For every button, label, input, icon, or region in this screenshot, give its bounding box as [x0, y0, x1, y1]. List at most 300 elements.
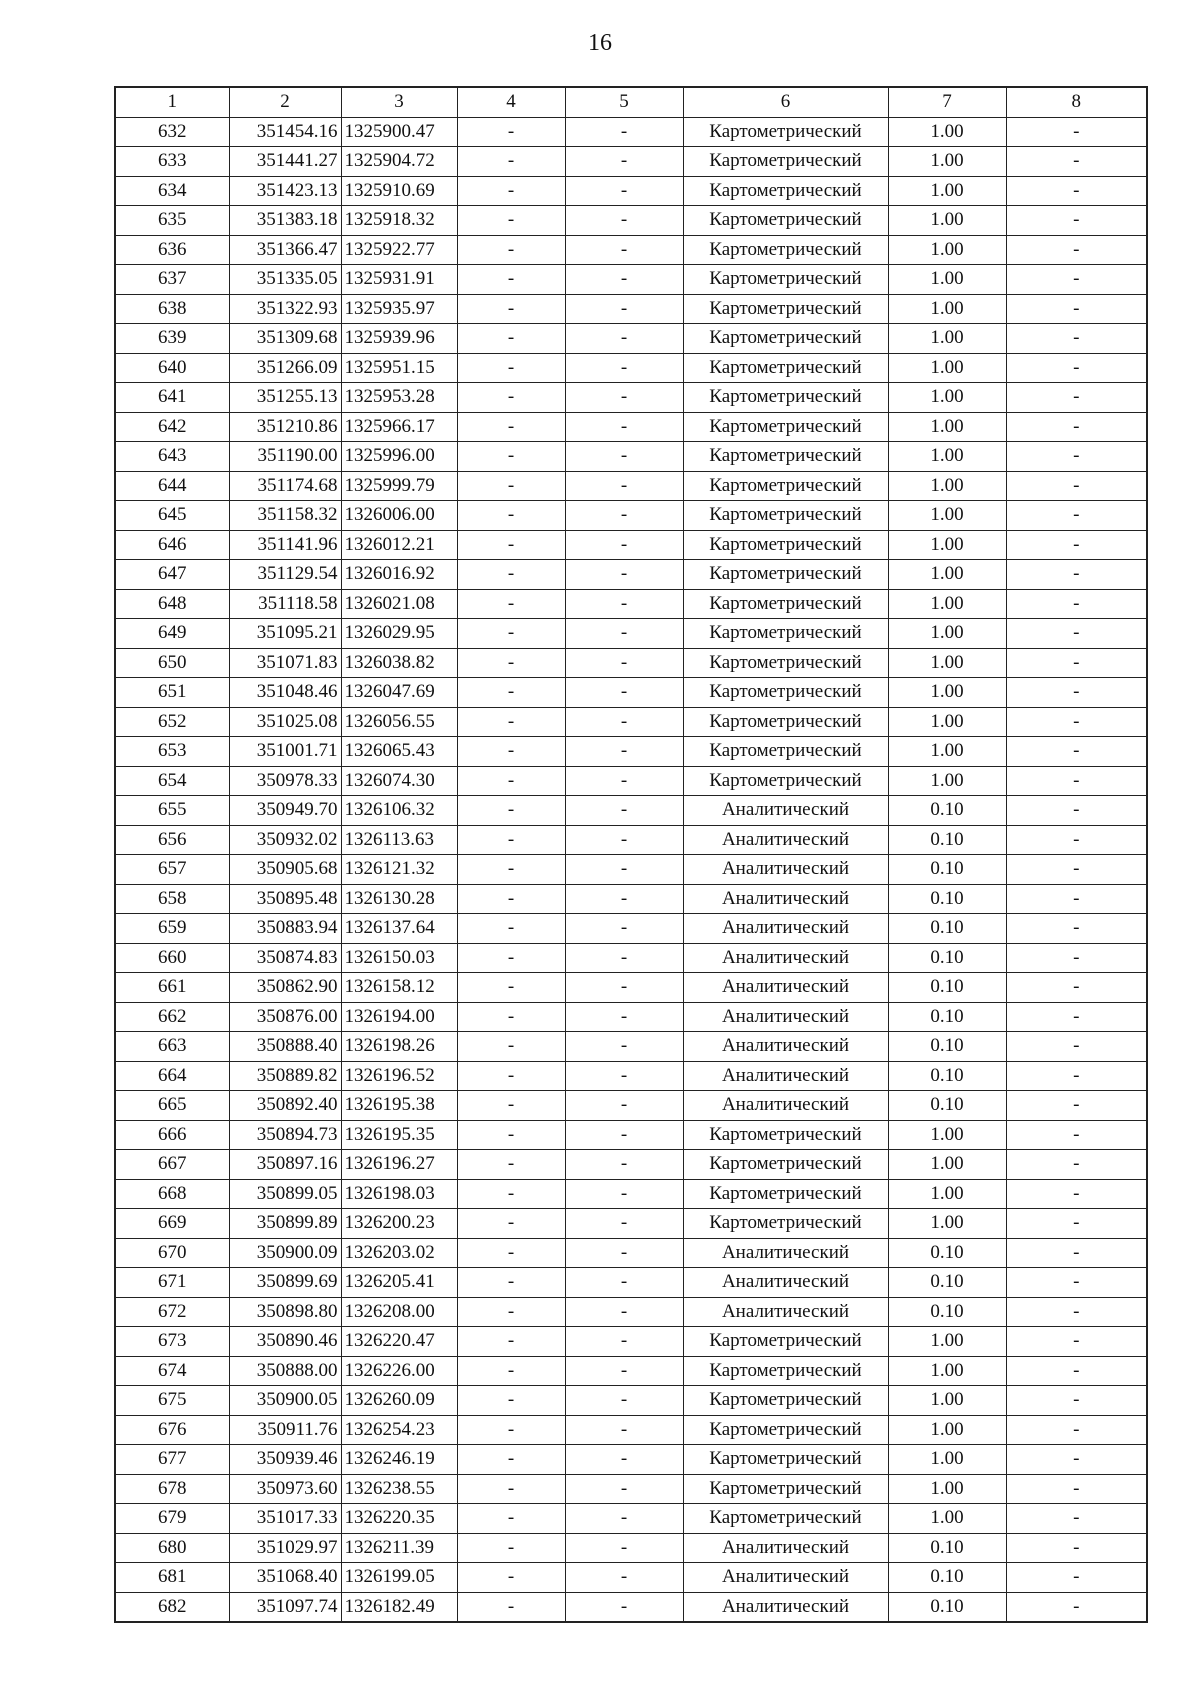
accuracy-cell: 1.00	[888, 707, 1006, 737]
point-number-cell: 633	[115, 147, 229, 177]
page-number: 16	[588, 30, 612, 56]
col-8-cell: -	[1006, 707, 1147, 737]
y-coordinate-cell: 1326006.00	[341, 501, 457, 531]
col-4-cell: -	[457, 206, 565, 236]
x-coordinate-cell: 351383.18	[229, 206, 341, 236]
y-coordinate-cell: 1325999.79	[341, 471, 457, 501]
point-number-cell: 679	[115, 1504, 229, 1534]
table-row	[115, 1120, 1147, 1150]
point-number-cell: 643	[115, 442, 229, 472]
col-4-cell: -	[457, 147, 565, 177]
column-header-5: 5	[565, 87, 683, 117]
table-row	[115, 471, 1147, 501]
method-cell: Картометрический	[683, 1179, 888, 1209]
col-5-cell: -	[565, 117, 683, 147]
col-5-cell: -	[565, 619, 683, 649]
x-coordinate-cell: 351001.71	[229, 737, 341, 767]
col-4-cell: -	[457, 324, 565, 354]
y-coordinate-cell: 1326205.41	[341, 1268, 457, 1298]
method-cell: Картометрический	[683, 1445, 888, 1475]
col-4-cell: -	[457, 294, 565, 324]
accuracy-cell: 1.00	[888, 265, 1006, 295]
y-coordinate-cell: 1325922.77	[341, 235, 457, 265]
accuracy-cell: 1.00	[888, 766, 1006, 796]
point-number-cell: 658	[115, 884, 229, 914]
point-number-cell: 650	[115, 648, 229, 678]
method-cell: Аналитический	[683, 1238, 888, 1268]
point-number-cell: 668	[115, 1179, 229, 1209]
x-coordinate-cell: 351366.47	[229, 235, 341, 265]
col-8-cell: -	[1006, 1091, 1147, 1121]
y-coordinate-cell: 1326246.19	[341, 1445, 457, 1475]
point-number-cell: 667	[115, 1150, 229, 1180]
x-coordinate-cell: 351190.00	[229, 442, 341, 472]
col-4-cell: -	[457, 796, 565, 826]
point-number-cell: 655	[115, 796, 229, 826]
x-coordinate-cell: 350888.00	[229, 1356, 341, 1386]
col-5-cell: -	[565, 1150, 683, 1180]
col-8-cell: -	[1006, 1592, 1147, 1622]
table-row	[115, 1386, 1147, 1416]
y-coordinate-cell: 1325910.69	[341, 176, 457, 206]
table-row	[115, 353, 1147, 383]
col-8-cell: -	[1006, 766, 1147, 796]
accuracy-cell: 1.00	[888, 1445, 1006, 1475]
point-number-cell: 674	[115, 1356, 229, 1386]
point-number-cell: 657	[115, 855, 229, 885]
col-5-cell: -	[565, 471, 683, 501]
col-5-cell: -	[565, 1592, 683, 1622]
col-8-cell: -	[1006, 973, 1147, 1003]
x-coordinate-cell: 351174.68	[229, 471, 341, 501]
col-8-cell: -	[1006, 1002, 1147, 1032]
table-row	[115, 1032, 1147, 1062]
x-coordinate-cell: 350978.33	[229, 766, 341, 796]
x-coordinate-cell: 350890.46	[229, 1327, 341, 1357]
x-coordinate-cell: 351097.74	[229, 1592, 341, 1622]
col-8-cell: -	[1006, 324, 1147, 354]
y-coordinate-cell: 1326203.02	[341, 1238, 457, 1268]
col-8-cell: -	[1006, 1533, 1147, 1563]
col-8-cell: -	[1006, 1238, 1147, 1268]
y-coordinate-cell: 1326238.55	[341, 1474, 457, 1504]
col-4-cell: -	[457, 737, 565, 767]
col-5-cell: -	[565, 383, 683, 413]
accuracy-cell: 1.00	[888, 353, 1006, 383]
col-8-cell: -	[1006, 412, 1147, 442]
y-coordinate-cell: 1326198.03	[341, 1179, 457, 1209]
y-coordinate-cell: 1326208.00	[341, 1297, 457, 1327]
point-number-cell: 680	[115, 1533, 229, 1563]
accuracy-cell: 1.00	[888, 619, 1006, 649]
col-8-cell: -	[1006, 560, 1147, 590]
table-row	[115, 619, 1147, 649]
method-cell: Аналитический	[683, 973, 888, 1003]
col-5-cell: -	[565, 648, 683, 678]
column-header-3: 3	[341, 87, 457, 117]
y-coordinate-cell: 1326196.52	[341, 1061, 457, 1091]
table-row	[115, 383, 1147, 413]
col-5-cell: -	[565, 1563, 683, 1593]
accuracy-cell: 1.00	[888, 530, 1006, 560]
col-5-cell: -	[565, 353, 683, 383]
col-5-cell: -	[565, 560, 683, 590]
point-number-cell: 636	[115, 235, 229, 265]
col-8-cell: -	[1006, 1297, 1147, 1327]
col-4-cell: -	[457, 1002, 565, 1032]
method-cell: Картометрический	[683, 766, 888, 796]
col-4-cell: -	[457, 1504, 565, 1534]
col-5-cell: -	[565, 1002, 683, 1032]
method-cell: Картометрический	[683, 117, 888, 147]
accuracy-cell: 1.00	[888, 442, 1006, 472]
col-5-cell: -	[565, 914, 683, 944]
table-row	[115, 176, 1147, 206]
x-coordinate-cell: 350949.70	[229, 796, 341, 826]
col-8-cell: -	[1006, 265, 1147, 295]
accuracy-cell: 0.10	[888, 1091, 1006, 1121]
point-number-cell: 676	[115, 1415, 229, 1445]
table-row	[115, 825, 1147, 855]
col-8-cell: -	[1006, 235, 1147, 265]
accuracy-cell: 0.10	[888, 914, 1006, 944]
accuracy-cell: 0.10	[888, 796, 1006, 826]
table-row	[115, 206, 1147, 236]
y-coordinate-cell: 1326130.28	[341, 884, 457, 914]
table-row	[115, 117, 1147, 147]
y-coordinate-cell: 1326021.08	[341, 589, 457, 619]
accuracy-cell: 1.00	[888, 383, 1006, 413]
col-4-cell: -	[457, 1327, 565, 1357]
method-cell: Картометрический	[683, 1327, 888, 1357]
x-coordinate-cell: 351423.13	[229, 176, 341, 206]
y-coordinate-cell: 1325935.97	[341, 294, 457, 324]
col-5-cell: -	[565, 589, 683, 619]
x-coordinate-cell: 351210.86	[229, 412, 341, 442]
point-number-cell: 670	[115, 1238, 229, 1268]
method-cell: Картометрический	[683, 383, 888, 413]
method-cell: Аналитический	[683, 1533, 888, 1563]
point-number-cell: 648	[115, 589, 229, 619]
x-coordinate-cell: 351118.58	[229, 589, 341, 619]
col-8-cell: -	[1006, 884, 1147, 914]
y-coordinate-cell: 1326038.82	[341, 648, 457, 678]
col-4-cell: -	[457, 117, 565, 147]
method-cell: Аналитический	[683, 884, 888, 914]
x-coordinate-cell: 350939.46	[229, 1445, 341, 1475]
table-row	[115, 678, 1147, 708]
y-coordinate-cell: 1325939.96	[341, 324, 457, 354]
col-4-cell: -	[457, 176, 565, 206]
point-number-cell: 664	[115, 1061, 229, 1091]
x-coordinate-cell: 351029.97	[229, 1533, 341, 1563]
col-4-cell: -	[457, 619, 565, 649]
table-row	[115, 707, 1147, 737]
col-8-cell: -	[1006, 1061, 1147, 1091]
col-8-cell: -	[1006, 1563, 1147, 1593]
col-5-cell: -	[565, 1415, 683, 1445]
col-8-cell: -	[1006, 383, 1147, 413]
y-coordinate-cell: 1326074.30	[341, 766, 457, 796]
method-cell: Картометрический	[683, 324, 888, 354]
point-number-cell: 666	[115, 1120, 229, 1150]
method-cell: Картометрический	[683, 1209, 888, 1239]
point-number-cell: 640	[115, 353, 229, 383]
col-8-cell: -	[1006, 206, 1147, 236]
col-5-cell: -	[565, 265, 683, 295]
accuracy-cell: 1.00	[888, 147, 1006, 177]
col-8-cell: -	[1006, 1179, 1147, 1209]
accuracy-cell: 0.10	[888, 1297, 1006, 1327]
point-number-cell: 645	[115, 501, 229, 531]
accuracy-cell: 0.10	[888, 1533, 1006, 1563]
y-coordinate-cell: 1326254.23	[341, 1415, 457, 1445]
table-row	[115, 1533, 1147, 1563]
method-cell: Аналитический	[683, 1297, 888, 1327]
x-coordinate-cell: 351255.13	[229, 383, 341, 413]
y-coordinate-cell: 1326056.55	[341, 707, 457, 737]
x-coordinate-cell: 351095.21	[229, 619, 341, 649]
table-row	[115, 265, 1147, 295]
col-5-cell: -	[565, 1091, 683, 1121]
method-cell: Картометрический	[683, 412, 888, 442]
accuracy-cell: 1.00	[888, 176, 1006, 206]
accuracy-cell: 0.10	[888, 825, 1006, 855]
col-8-cell: -	[1006, 914, 1147, 944]
accuracy-cell: 1.00	[888, 648, 1006, 678]
x-coordinate-cell: 351129.54	[229, 560, 341, 590]
method-cell: Аналитический	[683, 1268, 888, 1298]
col-5-cell: -	[565, 324, 683, 354]
x-coordinate-cell: 350899.05	[229, 1179, 341, 1209]
accuracy-cell: 1.00	[888, 1415, 1006, 1445]
table-row	[115, 796, 1147, 826]
method-cell: Картометрический	[683, 265, 888, 295]
col-5-cell: -	[565, 884, 683, 914]
y-coordinate-cell: 1326195.35	[341, 1120, 457, 1150]
table-row	[115, 235, 1147, 265]
x-coordinate-cell: 351025.08	[229, 707, 341, 737]
accuracy-cell: 1.00	[888, 1504, 1006, 1534]
table-row	[115, 914, 1147, 944]
y-coordinate-cell: 1326121.32	[341, 855, 457, 885]
table-row	[115, 442, 1147, 472]
col-5-cell: -	[565, 501, 683, 531]
x-coordinate-cell: 351158.32	[229, 501, 341, 531]
accuracy-cell: 1.00	[888, 117, 1006, 147]
column-header-8: 8	[1006, 87, 1147, 117]
col-5-cell: -	[565, 1386, 683, 1416]
col-4-cell: -	[457, 766, 565, 796]
table-body	[115, 117, 1147, 1622]
table-row	[115, 560, 1147, 590]
table-row	[115, 1238, 1147, 1268]
y-coordinate-cell: 1326047.69	[341, 678, 457, 708]
y-coordinate-cell: 1325918.32	[341, 206, 457, 236]
table-row	[115, 1179, 1147, 1209]
col-8-cell: -	[1006, 855, 1147, 885]
col-4-cell: -	[457, 1445, 565, 1475]
col-5-cell: -	[565, 973, 683, 1003]
y-coordinate-cell: 1326158.12	[341, 973, 457, 1003]
y-coordinate-cell: 1326065.43	[341, 737, 457, 767]
table-row	[115, 1150, 1147, 1180]
col-8-cell: -	[1006, 1032, 1147, 1062]
point-number-cell: 654	[115, 766, 229, 796]
col-5-cell: -	[565, 1120, 683, 1150]
x-coordinate-cell: 350932.02	[229, 825, 341, 855]
method-cell: Картометрический	[683, 1504, 888, 1534]
col-8-cell: -	[1006, 1268, 1147, 1298]
col-8-cell: -	[1006, 1445, 1147, 1475]
point-number-cell: 661	[115, 973, 229, 1003]
method-cell: Аналитический	[683, 1032, 888, 1062]
y-coordinate-cell: 1325900.47	[341, 117, 457, 147]
method-cell: Картометрический	[683, 619, 888, 649]
col-5-cell: -	[565, 796, 683, 826]
col-8-cell: -	[1006, 1120, 1147, 1150]
col-4-cell: -	[457, 1415, 565, 1445]
x-coordinate-cell: 350899.69	[229, 1268, 341, 1298]
col-8-cell: -	[1006, 176, 1147, 206]
col-4-cell: -	[457, 914, 565, 944]
col-5-cell: -	[565, 530, 683, 560]
col-5-cell: -	[565, 1032, 683, 1062]
point-number-cell: 635	[115, 206, 229, 236]
method-cell: Картометрический	[683, 1415, 888, 1445]
col-4-cell: -	[457, 1061, 565, 1091]
col-8-cell: -	[1006, 442, 1147, 472]
col-4-cell: -	[457, 1120, 565, 1150]
y-coordinate-cell: 1325996.00	[341, 442, 457, 472]
col-4-cell: -	[457, 943, 565, 973]
table-row	[115, 1209, 1147, 1239]
table-row	[115, 324, 1147, 354]
x-coordinate-cell: 350874.83	[229, 943, 341, 973]
col-5-cell: -	[565, 678, 683, 708]
col-4-cell: -	[457, 1091, 565, 1121]
accuracy-cell: 0.10	[888, 943, 1006, 973]
table-row	[115, 1061, 1147, 1091]
col-8-cell: -	[1006, 678, 1147, 708]
x-coordinate-cell: 350892.40	[229, 1091, 341, 1121]
col-8-cell: -	[1006, 589, 1147, 619]
col-4-cell: -	[457, 1297, 565, 1327]
method-cell: Картометрический	[683, 501, 888, 531]
table-row	[115, 589, 1147, 619]
method-cell: Картометрический	[683, 1150, 888, 1180]
table-row	[115, 943, 1147, 973]
table-row	[115, 737, 1147, 767]
point-number-cell: 659	[115, 914, 229, 944]
col-4-cell: -	[457, 973, 565, 1003]
x-coordinate-cell: 351266.09	[229, 353, 341, 383]
col-5-cell: -	[565, 206, 683, 236]
method-cell: Аналитический	[683, 1563, 888, 1593]
point-number-cell: 669	[115, 1209, 229, 1239]
point-number-cell: 678	[115, 1474, 229, 1504]
column-header-4: 4	[457, 87, 565, 117]
col-5-cell: -	[565, 1061, 683, 1091]
x-coordinate-cell: 350862.90	[229, 973, 341, 1003]
table-row	[115, 1445, 1147, 1475]
table-row	[115, 1563, 1147, 1593]
point-number-cell: 677	[115, 1445, 229, 1475]
x-coordinate-cell: 351071.83	[229, 648, 341, 678]
y-coordinate-cell: 1326220.35	[341, 1504, 457, 1534]
table-row	[115, 294, 1147, 324]
col-8-cell: -	[1006, 1386, 1147, 1416]
col-4-cell: -	[457, 884, 565, 914]
method-cell: Картометрический	[683, 176, 888, 206]
method-cell: Картометрический	[683, 737, 888, 767]
coordinates-table	[114, 86, 1148, 1623]
accuracy-cell: 1.00	[888, 737, 1006, 767]
table-row	[115, 648, 1147, 678]
method-cell: Аналитический	[683, 943, 888, 973]
col-4-cell: -	[457, 442, 565, 472]
column-header-1: 1	[115, 87, 229, 117]
col-4-cell: -	[457, 707, 565, 737]
x-coordinate-cell: 350898.80	[229, 1297, 341, 1327]
y-coordinate-cell: 1326211.39	[341, 1533, 457, 1563]
y-coordinate-cell: 1325951.15	[341, 353, 457, 383]
col-4-cell: -	[457, 1150, 565, 1180]
accuracy-cell: 1.00	[888, 294, 1006, 324]
col-5-cell: -	[565, 766, 683, 796]
col-4-cell: -	[457, 589, 565, 619]
accuracy-cell: 0.10	[888, 1268, 1006, 1298]
col-8-cell: -	[1006, 737, 1147, 767]
y-coordinate-cell: 1326220.47	[341, 1327, 457, 1357]
col-8-cell: -	[1006, 825, 1147, 855]
table-row	[115, 1002, 1147, 1032]
method-cell: Картометрический	[683, 235, 888, 265]
y-coordinate-cell: 1326260.09	[341, 1386, 457, 1416]
table-row	[115, 1415, 1147, 1445]
x-coordinate-cell: 350889.82	[229, 1061, 341, 1091]
table-row	[115, 973, 1147, 1003]
point-number-cell: 682	[115, 1592, 229, 1622]
accuracy-cell: 1.00	[888, 1356, 1006, 1386]
point-number-cell: 653	[115, 737, 229, 767]
method-cell: Аналитический	[683, 914, 888, 944]
col-4-cell: -	[457, 501, 565, 531]
table-row	[115, 766, 1147, 796]
col-5-cell: -	[565, 1474, 683, 1504]
table-row	[115, 1504, 1147, 1534]
col-8-cell: -	[1006, 1327, 1147, 1357]
method-cell: Картометрический	[683, 648, 888, 678]
method-cell: Аналитический	[683, 825, 888, 855]
method-cell: Картометрический	[683, 206, 888, 236]
point-number-cell: 647	[115, 560, 229, 590]
point-number-cell: 663	[115, 1032, 229, 1062]
accuracy-cell: 1.00	[888, 1120, 1006, 1150]
point-number-cell: 660	[115, 943, 229, 973]
method-cell: Аналитический	[683, 1002, 888, 1032]
col-5-cell: -	[565, 412, 683, 442]
accuracy-cell: 0.10	[888, 884, 1006, 914]
col-8-cell: -	[1006, 353, 1147, 383]
point-number-cell: 652	[115, 707, 229, 737]
point-number-cell: 642	[115, 412, 229, 442]
method-cell: Картометрический	[683, 530, 888, 560]
accuracy-cell: 1.00	[888, 324, 1006, 354]
x-coordinate-cell: 351309.68	[229, 324, 341, 354]
accuracy-cell: 1.00	[888, 235, 1006, 265]
col-5-cell: -	[565, 943, 683, 973]
